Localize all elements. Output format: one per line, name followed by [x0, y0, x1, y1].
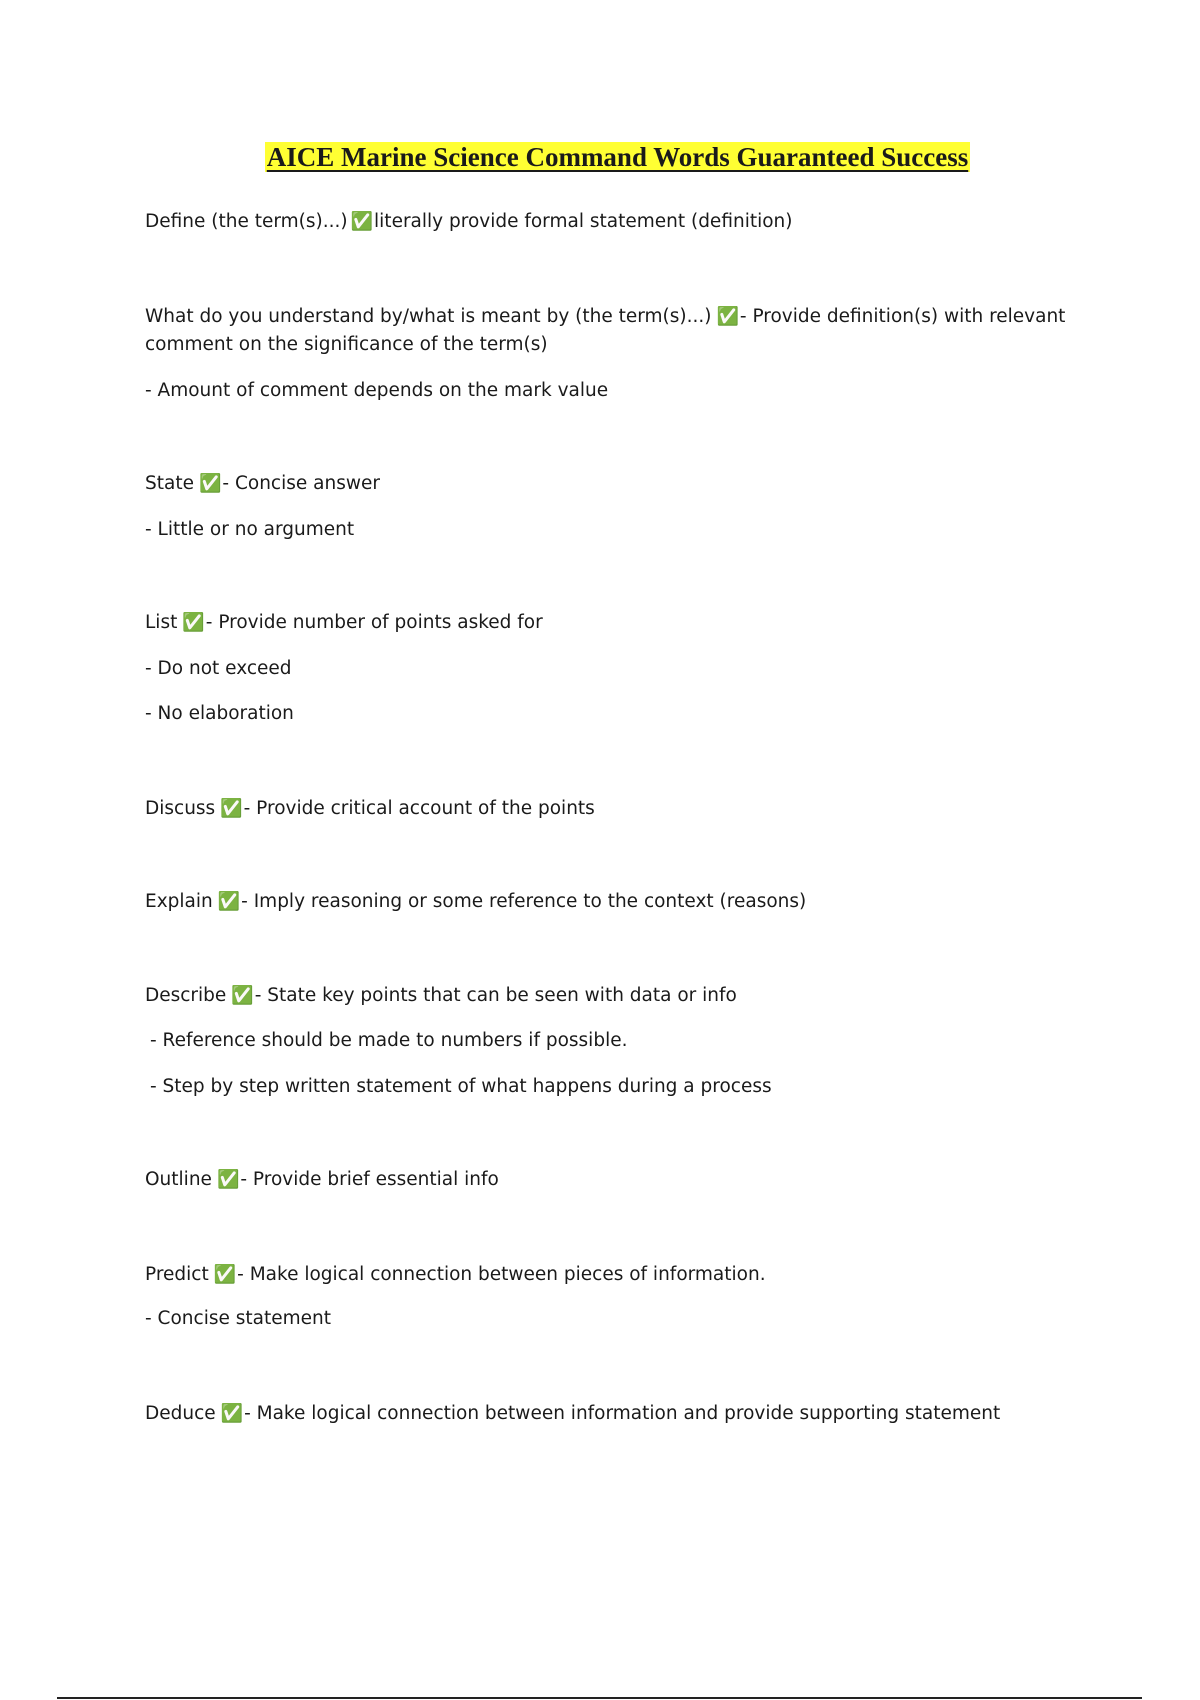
entry-describe — [145, 984, 737, 1008]
entry-term: Deduce — [145, 1403, 216, 1424]
entry-term: Discuss — [145, 798, 216, 819]
entry-state — [145, 472, 380, 496]
entry-description: - Provide critical account of the points — [243, 798, 595, 819]
check-icon: ✅ — [182, 612, 205, 633]
entry-understand — [145, 305, 1065, 329]
check-icon: ✅ — [220, 798, 243, 819]
entry-note: - Do not exceed — [145, 658, 292, 679]
entry-description: - Provide number of points asked for — [205, 612, 543, 633]
entry-outline — [145, 1168, 499, 1192]
entry-define — [145, 210, 793, 234]
entry-discuss — [145, 797, 595, 821]
entry-term: Define (the term(s)...) — [145, 211, 348, 232]
entry-term: Predict — [145, 1264, 209, 1285]
entry-term: Explain — [145, 891, 213, 912]
page-title — [0, 140, 1200, 174]
entry-term: Describe — [145, 985, 227, 1006]
check-icon: ✅ — [716, 306, 739, 327]
entry-deduce — [145, 1402, 1000, 1426]
check-icon: ✅ — [217, 891, 241, 912]
check-icon: ✅ — [216, 1169, 240, 1190]
entry-term: Outline — [145, 1169, 212, 1190]
entry-predict — [145, 1263, 766, 1287]
entry-description: - Make logical connection between pieces of information. — [237, 1264, 766, 1285]
entry-continuation: comment on the significance of the term(s) — [145, 334, 548, 355]
entry-note: - No elaboration — [145, 703, 294, 724]
entry-term: State — [145, 473, 194, 494]
check-icon: ✅ — [231, 985, 254, 1006]
check-icon: ✅ — [220, 1403, 244, 1424]
entry-note: - Reference should be made to numbers if possible. — [150, 1030, 628, 1051]
entry-term: What do you understand by/what is meant by (the term(s)...) — [145, 306, 712, 327]
check-icon: ✅ — [198, 473, 222, 494]
entry-term: List — [145, 612, 178, 633]
entry-description: - Provide definition(s) with relevant — [739, 306, 1066, 327]
entry-description: literally provide formal statement (definition) — [374, 211, 793, 232]
entry-note: - Step by step written statement of what happens during a process — [150, 1076, 772, 1097]
entry-description: - Provide brief essential info — [240, 1169, 499, 1190]
entry-description: - Concise answer — [222, 473, 380, 494]
entry-note: - Concise statement — [145, 1308, 331, 1329]
footer-divider — [57, 1697, 1142, 1699]
entry-note: - Amount of comment depends on the mark value — [145, 380, 609, 401]
entry-note: - Little or no argument — [145, 519, 355, 540]
check-icon: ✅ — [350, 211, 374, 232]
entry-list — [145, 611, 543, 635]
page-title-text: AICE Marine Science Command Words Guaranteed Success — [266, 142, 969, 172]
check-icon: ✅ — [213, 1264, 237, 1285]
entry-explain — [145, 890, 806, 914]
entry-description: - Imply reasoning or some reference to the context (reasons) — [241, 891, 807, 912]
entry-description: - Make logical connection between information and provide supporting statement — [244, 1403, 1001, 1424]
entry-description: - State key points that can be seen with data or info — [254, 985, 737, 1006]
